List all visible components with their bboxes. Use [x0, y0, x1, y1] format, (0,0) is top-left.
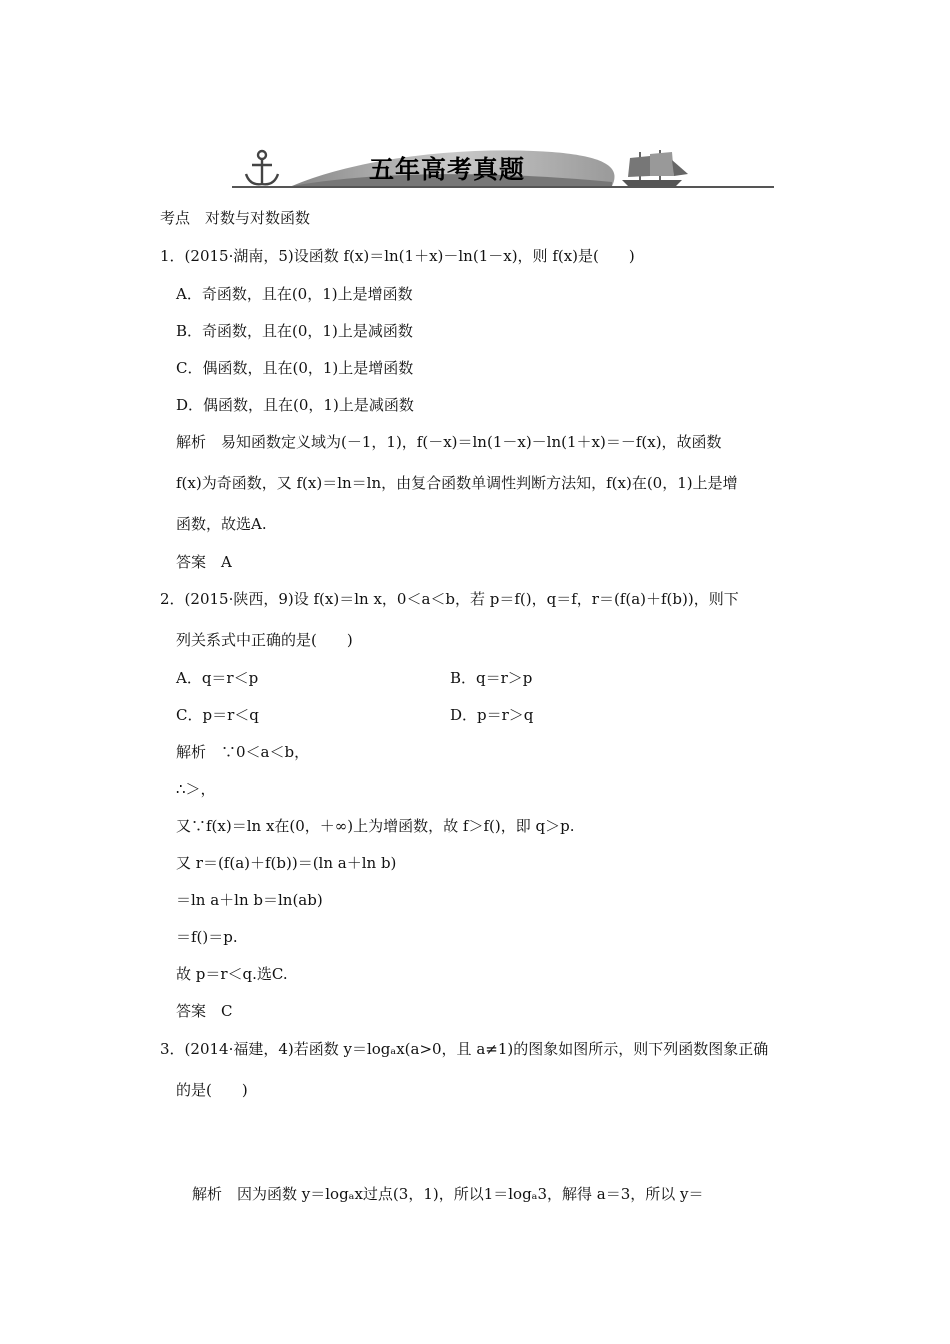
ship-icon — [622, 150, 688, 188]
banner-title: 五年高考真题 — [368, 155, 525, 184]
q1-option-d: D．偶函数，且在(0，1)上是减函数 — [176, 396, 414, 414]
q2-analysis-line: ＝ln a＋ln b＝ln(ab) — [176, 891, 323, 909]
q1-analysis-line: 函数，故选A. — [176, 515, 267, 533]
q2-analysis-line: 又 r＝(f(a)＋f(b))＝(ln a＋ln b) — [176, 854, 397, 872]
q2-analysis-line: ∴＞， — [176, 780, 216, 798]
q3-stem-line: 的是( ) — [176, 1081, 248, 1099]
q3-analysis: 解析 因为函数 y＝logₐx过点(3，1)，所以1＝logₐ3，解得 a＝3，所以 y＝ — [192, 1185, 704, 1203]
q2-option-b: B．q＝r＞p — [450, 669, 533, 687]
q1-analysis-line: f(x)为奇函数，又 f(x)＝ln＝ln，由复合函数单调性判断方法知，f(x)在(0，1)上是增 — [176, 474, 738, 492]
section-title: 考点 对数与对数函数 — [160, 209, 311, 227]
q2-option-d: D．p＝r＞q — [450, 706, 534, 724]
q3-stem-line: 3．(2014·福建，4)若函数 y＝logₐx(a>0，且 a≠1)的图象如图所示，则下列函数图象正确 — [160, 1040, 769, 1058]
q2-stem-line: 列关系式中正确的是( ) — [176, 631, 353, 649]
q1-option-b: B．奇函数，且在(0，1)上是减函数 — [176, 322, 413, 340]
q2-analysis-line: ＝f()＝p. — [176, 928, 238, 946]
q1-analysis-line: 解析 易知函数定义域为(－1，1)，f(－x)＝ln(1－x)－ln(1＋x)＝－f(x)，故函数 — [176, 433, 722, 451]
q1-stem: 1．(2015·湖南，5)设函数 f(x)＝ln(1＋x)－ln(1－x)，则 f(x)是( ) — [160, 247, 635, 265]
q2-analysis-line: 故 p＝r＜q.选C. — [176, 965, 288, 983]
q1-answer: 答案 A — [176, 553, 232, 571]
anchor-icon — [246, 151, 278, 184]
q2-analysis-line: 解析 ∵0＜a＜b， — [176, 743, 310, 761]
q2-stem-line: 2．(2015·陕西，9)设 f(x)＝ln x，0＜a＜b，若 p＝f()，q＝f，r＝(f(a)＋f(b))，则下 — [160, 590, 739, 608]
q2-analysis-line: 又∵f(x)＝ln x在(0，＋∞)上为增函数，故 f＞f()，即 q＞p. — [176, 817, 575, 835]
q2-option-a: A．q＝r＜p — [176, 669, 259, 687]
q2-option-c: C．p＝r＜q — [176, 706, 259, 724]
q2-answer: 答案 C — [176, 1002, 233, 1020]
q1-option-a: A．奇函数，且在(0，1)上是增函数 — [176, 285, 413, 303]
q1-option-c: C．偶函数，且在(0，1)上是增函数 — [176, 359, 414, 377]
